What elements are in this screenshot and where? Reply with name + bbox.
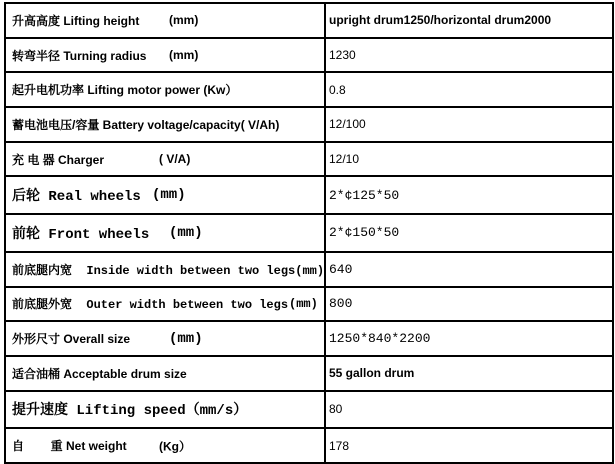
spec-label-cell xyxy=(6,253,326,286)
spec-value-cell xyxy=(326,429,612,462)
spec-label: 蓄电池电压/容量 Battery voltage/capacity( V/Ah) xyxy=(12,117,280,132)
spec-value: 800 xyxy=(329,296,353,312)
spec-label-cell xyxy=(6,73,326,106)
table-row xyxy=(6,392,612,430)
spec-label-cell xyxy=(6,4,326,37)
table-row xyxy=(6,322,612,357)
spec-label-cell xyxy=(6,322,326,355)
spec-value: 12/100 xyxy=(329,117,366,132)
spec-value-cell xyxy=(326,143,612,176)
spec-value: 1230 xyxy=(329,48,356,63)
spec-value-cell xyxy=(326,39,612,72)
spec-label: 适合油桶 Acceptable drum size xyxy=(12,366,187,381)
spec-value-cell xyxy=(326,392,612,428)
spec-unit: (mm) xyxy=(169,224,203,241)
table-row xyxy=(6,73,612,108)
spec-label: 前轮 Front wheels xyxy=(12,226,150,243)
table-row xyxy=(6,39,612,74)
table-row xyxy=(6,177,612,215)
table-row xyxy=(6,429,612,462)
spec-value: 2*¢150*50 xyxy=(329,225,400,241)
spec-value-cell xyxy=(326,215,612,251)
spec-value-cell xyxy=(326,108,612,141)
spec-value: 1250*840*2200 xyxy=(329,331,431,347)
spec-label-cell xyxy=(6,143,326,176)
spec-unit: (mm) xyxy=(152,187,186,204)
spec-value: 80 xyxy=(329,402,343,417)
table-row xyxy=(6,288,612,323)
spec-label-cell xyxy=(6,39,326,72)
spec-label-cell xyxy=(6,215,326,251)
table-row xyxy=(6,4,612,39)
spec-label-cell xyxy=(6,288,326,321)
spec-label-cell xyxy=(6,357,326,390)
spec-label: 起升电机功率 Lifting motor power (Kw） xyxy=(12,83,238,98)
spec-value: 55 gallon drum xyxy=(329,366,415,381)
spec-unit: ( V/A) xyxy=(159,152,191,167)
spec-value-cell xyxy=(326,253,612,286)
spec-unit: (mm) xyxy=(289,296,318,311)
spec-value: 2*¢125*50 xyxy=(329,187,400,203)
table-row xyxy=(6,253,612,288)
spec-value: 640 xyxy=(329,261,353,277)
spec-label: 前底腿外宽 Outer width between two legs xyxy=(12,298,289,313)
spec-value: 0.8 xyxy=(329,82,346,97)
spec-unit: (Kg） xyxy=(159,439,191,454)
table-row xyxy=(6,357,612,392)
spec-value-cell xyxy=(326,73,612,106)
table-row xyxy=(6,143,612,178)
spec-value-cell xyxy=(326,177,612,213)
spec-label-cell xyxy=(6,429,326,462)
spec-unit: (mm) xyxy=(169,13,199,28)
spec-unit: (mm) xyxy=(169,330,203,347)
spec-value: 12/10 xyxy=(329,152,360,167)
spec-label: 自 重 Net weight xyxy=(12,439,127,454)
spec-table xyxy=(4,2,614,464)
spec-label-cell xyxy=(6,108,326,141)
spec-label: 充 电 器 Charger xyxy=(12,152,105,167)
spec-label: 升高高度 Lifting height xyxy=(12,13,140,28)
spec-value: upright drum1250/horizontal drum2000 xyxy=(329,13,552,28)
spec-value-cell xyxy=(326,322,612,355)
spec-value-cell xyxy=(326,288,612,321)
spec-label: 提升速度 Lifting speed（mm/s） xyxy=(12,403,248,420)
spec-unit: (mm) xyxy=(169,48,199,63)
spec-label: 后轮 Real wheels xyxy=(12,189,141,206)
spec-label: 外形尺寸 Overall size xyxy=(12,332,131,347)
spec-value-cell xyxy=(326,357,612,390)
spec-label: 转弯半径 Turning radius xyxy=(12,48,147,63)
spec-value: 178 xyxy=(329,438,350,453)
spec-value-cell xyxy=(326,4,612,37)
spec-label: 前底腿内宽 Inside width between two legs(mm) xyxy=(12,263,325,278)
table-row xyxy=(6,215,612,253)
spec-label-cell xyxy=(6,177,326,213)
table-row xyxy=(6,108,612,143)
spec-label-cell xyxy=(6,392,326,428)
